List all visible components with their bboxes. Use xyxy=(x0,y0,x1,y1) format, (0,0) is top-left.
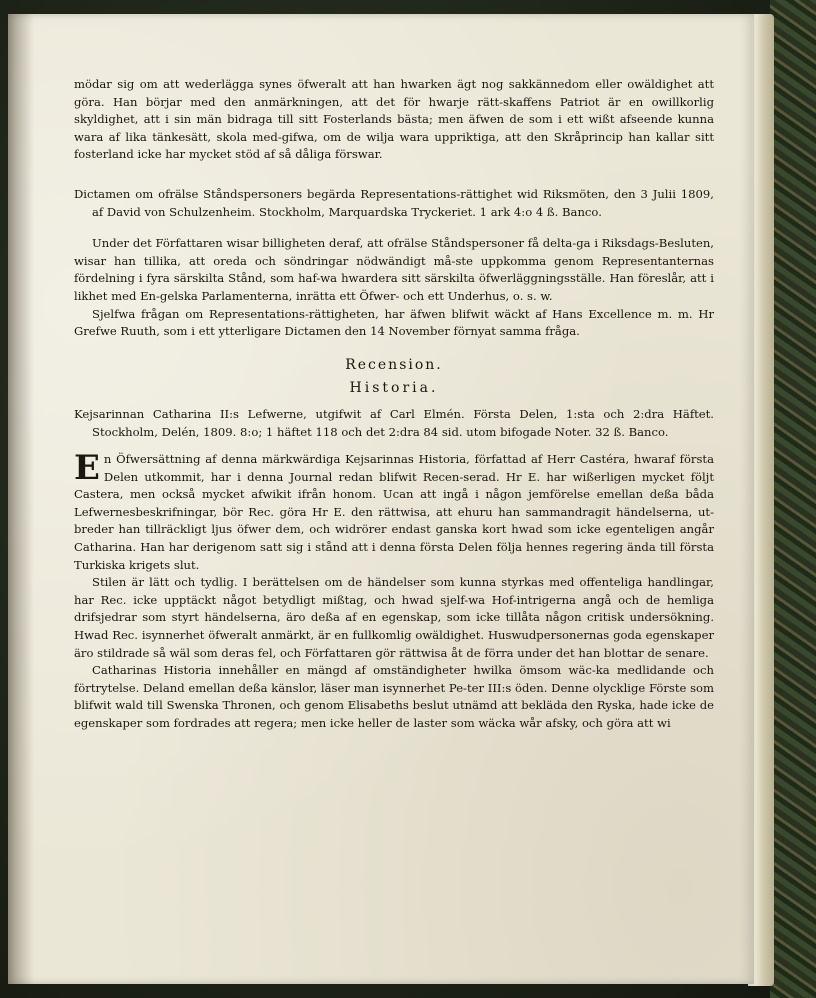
paragraph-ruuth: Sjelfwa frågan om Representations-rättigheten, har äfwen blifwit wäckt af Hans Excellence m. m. Hr Grefwe Ruuth, som i ett ytterligare Dictamen den 14 November förnyat samma fråga. xyxy=(74,306,714,339)
book-page xyxy=(8,14,754,984)
heading-recension: Recension. xyxy=(345,356,443,373)
heading-historia: Historia. xyxy=(349,380,439,397)
paragraph-style: Stilen är lätt och tydlig. I berättelsen om de händelser som kunna styrkas med offenteliga handlingar, har Rec. icke upptäckt något betydligt mißtag, och hwad sjelf-wa Hof-intrigerna angå och de hemliga drifsjedrar som styrt händelserna, äro deßa af en egenskap, som icke tillåta någon critisk undersökning. Hwad Rec. isynnerhet öfweralt anmärkt, är en fullkomlig owäldighet. Huswudpersonernas goda egenskaper äro stildrade så wäl som deras fel, och Författaren gör rättwisa åt de förra under det han blottar de senare. xyxy=(74,575,714,660)
paragraph-review-intro: n Öfwersättning af denna märkwärdiga Kejsarinnas Historia, författad af Herr Castéra, hwaraf första Delen utkommit, har i denna Journal redan blifwit Recen-serad. Hr E. har wißerligen mycket följt Castera, men också mycket afwikit ifrån honom. Ucan att ingå i någon jemförelse emellan deßa båda Lefwernesbeskrifningar, bör Rec. göra Hr E. den rättwisa, att ehuru han sammandragit händelserna, ut-breder han tillräckligt ljus öfwer dem, och widrörer endast ganska kort hwad som icke egenteligen angår Catharina. Han har derigenom satt sig i stånd att i denna första Delen följa hennes regering ända till första Turkiska krigets slut. xyxy=(74,452,714,572)
review-body xyxy=(74,448,714,574)
intro-paragraph: mödar sig om att wederlägga synes öfweralt att han hwarken ägt nog sakkännedom eller owäldighet att göra. Han börjar med den anmärkningen, att det för hwarje rätt-skaffens Patriot är en owillkorlig skyldighet, att i sin män bidraga till sitt Fosterlands bästa; men äfwen de som i ett wißt afseende kunna wara af lika tänkesätt, skola med-gifwa, om de wilja wara uppriktiga, att den Skråprincip han kallar sitt fosterland icke har mycket stöd af så dåliga förswar. xyxy=(74,77,714,162)
drop-capital: E xyxy=(74,448,100,489)
book-cover-edge xyxy=(770,0,816,998)
paragraph-representation: Under det Författaren wisar billigheten deraf, att ofrälse Ståndspersoner få delta-ga i Riksdags-Besluten, wisar han tillika, att oreda och söndringar nödwändigt må-ste uppkomma genom Representanternas fördelning i fyra särskilta Stånd, som haf-wa hwardera sitt särskilta öfwerläggningsställe. Han föreslår, att i likhet med En-gelska Parlamenterna, inrätta ett Öfwer- och ett Underhus, o. s. w. xyxy=(74,236,714,303)
bibliographic-entry-dictamen: Dictamen om ofrälse Ståndspersoners begärda Representations-rättighet wid Riksmöten, den 3 Julii 1809, af David von Schulzenheim. Stockholm, Marquardska Tryckeriet. 1 ark 4:o 4 ß. Banco. xyxy=(74,186,714,219)
paragraph-catharina-history: Catharinas Historia innehåller en mängd af omständigheter hwilka ömsom wäc-ka medlidande och förtrytelse. Deland emellan deßa känslor, läser man isynnerhet Pe-ter III:s öden. Denne olycklige Förste som blifwit wald till Swenska Thronen, och genom Elisabeths beslut utnämd att bekläda den Ryska, hade icke de egenskaper som fordrades att regera; men icke heller de laster som wäcka wår afsky, och göra att wi xyxy=(74,663,714,730)
page-gutter xyxy=(8,14,34,984)
page-text-block xyxy=(74,76,714,733)
bibliographic-entry-catharina: Kejsarinnan Catharina II:s Lefwerne, utgifwit af Carl Elmén. Första Delen, 1:sta och 2:dra Häftet. Stockholm, Delén, 1809. 8:o; 1 häftet 118 och det 2:dra 84 sid. utom bifogade Noter. 32 ß. Banco. xyxy=(74,406,714,439)
